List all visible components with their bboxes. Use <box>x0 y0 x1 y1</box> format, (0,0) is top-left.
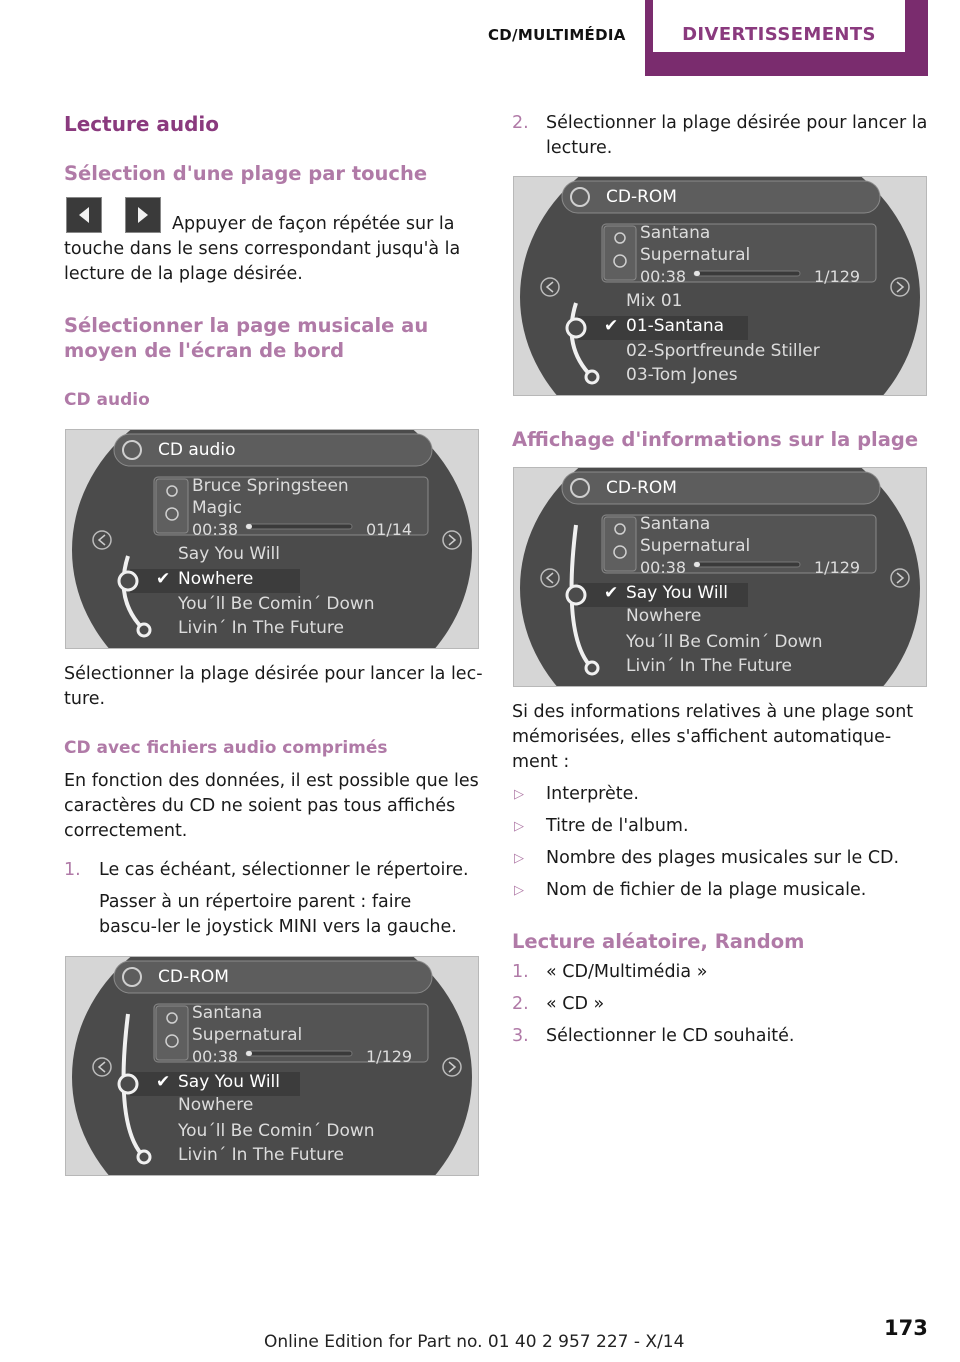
artist-album-icon <box>156 479 188 533</box>
header-tab[interactable] <box>645 0 928 76</box>
scroll-end-dot <box>586 371 598 383</box>
selector-knob <box>119 572 137 590</box>
progress-track <box>694 271 800 276</box>
scroll-end-dot <box>586 662 598 674</box>
screen-count: 1/129 <box>814 558 861 577</box>
heading-random: Lecture aléatoire, Random <box>512 930 805 953</box>
track-item: Livin´ In The Future <box>178 618 345 638</box>
scroll-end-dot <box>138 624 150 636</box>
selected-track: Say You Will <box>626 583 728 603</box>
track-item: Nowhere <box>626 606 702 626</box>
track-item: 03-Tom Jones <box>626 365 738 385</box>
screen-time: 00:38 <box>640 267 687 286</box>
heading-ecran-line1: Sélectionner la page musicale au <box>64 314 429 337</box>
progress-fill <box>246 1051 252 1056</box>
screen-album: Magic <box>192 498 242 518</box>
random-step-number: 1. <box>512 962 529 982</box>
heading-selection-touche: Sélection d'une plage par touche <box>64 162 428 185</box>
track-item: Livin´ In The Future <box>626 656 793 676</box>
screen-title: CD-ROM <box>158 967 229 987</box>
track-item: 02-Sportfreunde Stiller <box>626 341 820 361</box>
selector-knob <box>567 586 585 604</box>
heading-affichage: Affichage d'informations sur la plage <box>512 428 919 451</box>
random-step-number: 3. <box>512 1026 529 1046</box>
step1-number: 1. <box>64 860 81 880</box>
bullet-item: Nom de fichier de la plage musicale. <box>546 880 867 900</box>
progress-fill <box>246 524 252 529</box>
screen-count: 1/129 <box>814 267 861 286</box>
random-step-text: « CD/Multimédia » <box>546 962 708 982</box>
random-step-number: 2. <box>512 994 529 1014</box>
paragraph-fonction: En fonction des données, il est possible que les caractères du CD ne soient pas tous affichés correctement. <box>64 771 479 841</box>
bullet-item: Nombre des plages musicales sur le CD. <box>546 848 900 868</box>
checkmark-icon: ✔ <box>156 1072 171 1092</box>
progress-fill <box>694 562 700 567</box>
artist-album-icon <box>604 517 636 571</box>
screen-time: 00:38 <box>640 558 687 577</box>
paragraph-si-des: Si des informations relatives à une plage sont mémorisées, elles s'affichent automatique-ment : <box>512 702 914 772</box>
bullet-item: Titre de l'album. <box>546 816 689 836</box>
selected-track: 01-Santana <box>626 316 725 336</box>
selected-track: Say You Will <box>178 1072 280 1092</box>
screen-artist: Bruce Springsteen <box>192 476 349 496</box>
screen-title: CD-ROM <box>606 478 677 498</box>
track-item: You´ll Be Comin´ Down <box>626 632 823 652</box>
screen-artist: Santana <box>640 223 711 243</box>
screen-cd-rom-info <box>513 467 927 687</box>
screen-album: Supernatural <box>192 1025 303 1045</box>
screen-cd-rom-1 <box>65 956 479 1176</box>
random-step-text: « CD » <box>546 994 605 1014</box>
bullet-item: Interprète. <box>546 784 639 804</box>
page-number: 173 <box>884 1316 928 1340</box>
step1-text: Le cas échéant, sélectionner le répertoire. <box>99 860 469 880</box>
screen-cd-audio <box>65 429 479 649</box>
heading-cd-audio: CD audio <box>64 390 150 410</box>
track-item: Mix 01 <box>626 291 683 311</box>
paragraph-select-lec-line1: Sélectionner la plage désirée pour lancer la lec- <box>64 664 483 684</box>
screen-title: CD-ROM <box>606 187 677 207</box>
track-item: You´ll Be Comin´ Down <box>178 1121 375 1141</box>
header-section-label: CD/MULTIMÉDIA <box>488 26 626 44</box>
screen-cd-rom-folder <box>513 176 927 396</box>
track-item: Nowhere <box>178 1095 254 1115</box>
heading-lecture-audio: Lecture audio <box>64 112 219 136</box>
progress-track <box>246 1051 352 1056</box>
screen-title: CD audio <box>158 440 236 460</box>
artist-album-icon <box>156 1006 188 1060</box>
checkmark-icon: ✔ <box>604 583 619 603</box>
screen-count: 1/129 <box>366 1047 413 1066</box>
bullet-icon: ▷ <box>514 787 524 802</box>
random-step-text: Sélectionner le CD souhaité. <box>546 1026 795 1046</box>
header-tab-label: DIVERTISSEMENTS <box>682 24 876 45</box>
step2-number: 2. <box>512 113 529 133</box>
screen-time: 00:38 <box>192 520 239 539</box>
bullet-icon: ▷ <box>514 883 524 898</box>
artist-album-icon <box>604 226 636 280</box>
selector-knob <box>119 1075 137 1093</box>
track-item: Livin´ In The Future <box>178 1145 345 1165</box>
checkmark-icon: ✔ <box>604 316 619 336</box>
track-item: Say You Will <box>178 544 280 564</box>
header-tab-inner <box>653 0 905 52</box>
screen-album: Supernatural <box>640 245 751 265</box>
progress-track <box>694 562 800 567</box>
track-item: You´ll Be Comin´ Down <box>178 594 375 614</box>
heading-ecran-line2: moyen de l'écran de bord <box>64 339 345 362</box>
screen-time: 00:38 <box>192 1047 239 1066</box>
bullet-icon: ▷ <box>514 851 524 866</box>
footer-edition: Online Edition for Part no. 01 40 2 957 227 - X/14 <box>264 1332 685 1352</box>
paragraph-touche: Appuyer de façon répétée sur la touche dans le sens correspondant jusqu'à la lecture de la plage désirée. <box>64 214 461 284</box>
step1-subtext: Passer à un répertoire parent : faire bascu-ler le joystick MINI vers la gauche. <box>99 892 457 937</box>
bullet-icon: ▷ <box>514 819 524 834</box>
scroll-end-dot <box>138 1151 150 1163</box>
screen-artist: Santana <box>192 1003 263 1023</box>
selector-knob <box>567 319 585 337</box>
selected-track: Nowhere <box>178 569 254 589</box>
step2-text: Sélectionner la plage désirée pour lancer la lecture. <box>546 113 928 158</box>
screen-artist: Santana <box>640 514 711 534</box>
progress-track <box>246 524 352 529</box>
heading-cd-fichiers: CD avec fichiers audio comprimés <box>64 738 388 758</box>
screen-count: 01/14 <box>366 520 413 539</box>
checkmark-icon: ✔ <box>156 569 171 589</box>
screen-album: Supernatural <box>640 536 751 556</box>
paragraph-select-lec-line2: ture. <box>64 689 106 709</box>
progress-fill <box>694 271 700 276</box>
